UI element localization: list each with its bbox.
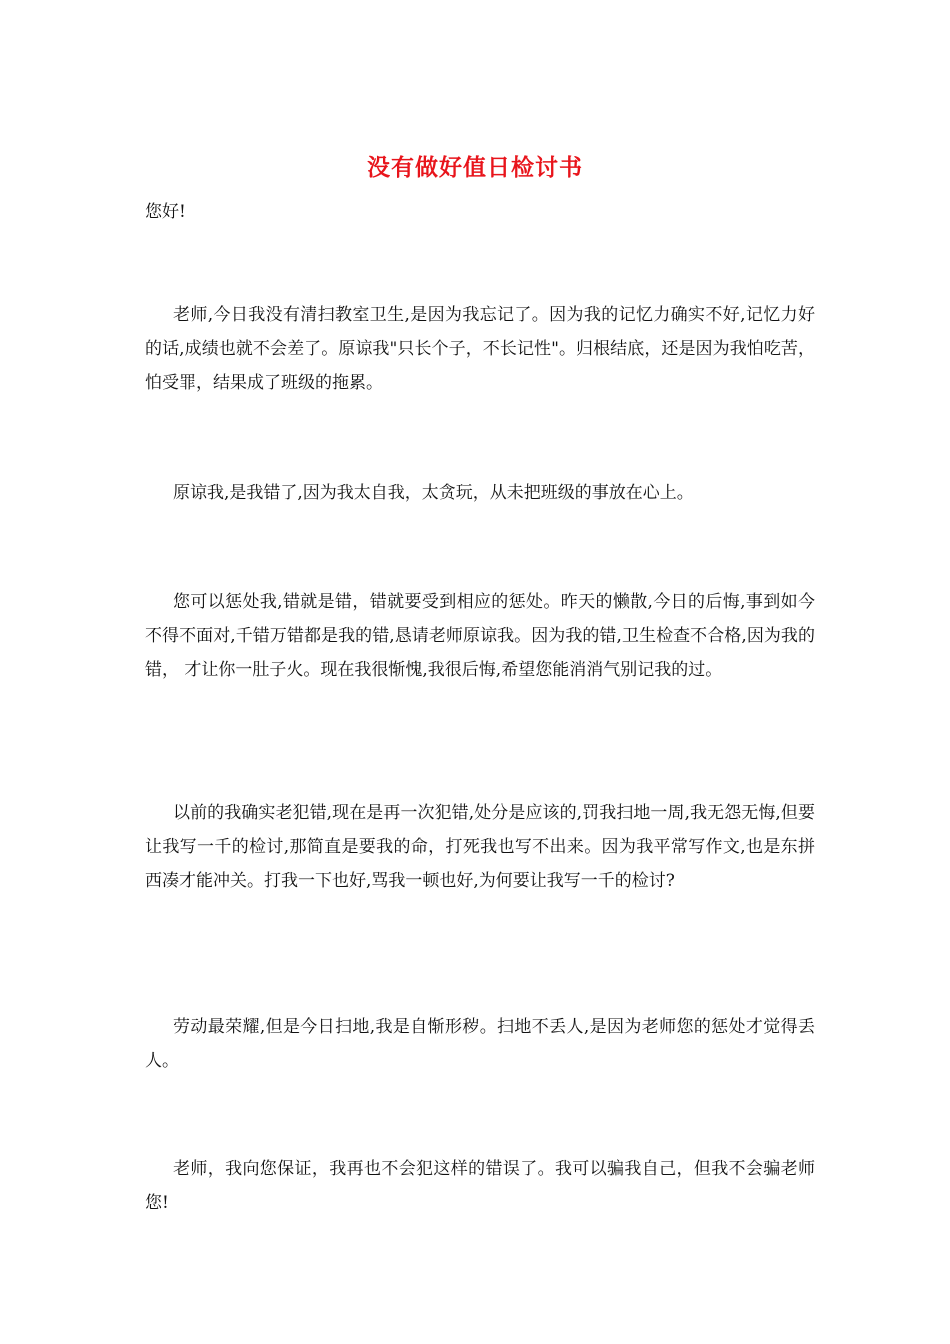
paragraph-6: 老师，我向您保证，我再也不会犯这样的错误了。我可以骗我自己，但我不会骗老师您! [145, 1159, 815, 1213]
greeting: 您好! [145, 202, 186, 222]
paragraph-4: 以前的我确实老犯错,现在是再一次犯错,处分是应该的,罚我扫地一周,我无怨无悔,但要让我写一千的检讨,那简直是要我的命，打死我也写不出来。因为我平常写作文,也是东拼西凑才能冲关。打我一下也好,骂我一顿也好,为何要让我写一千的检讨? [145, 803, 815, 891]
paragraph-2: 原谅我,是我错了,因为我太自我，太贪玩，从未把班级的事放在心上。 [173, 483, 694, 503]
paragraph-5: 劳动最荣耀,但是今日扫地,我是自惭形秽。扫地不丢人,是因为老师您的惩处才觉得丢人。 [145, 1017, 815, 1071]
paragraph-3: 您可以惩处我,错就是错，错就要受到相应的惩处。昨天的懒散,今日的后悔,事到如今不得不面对,千错万错都是我的错,恳请老师原谅我。因为我的错,卫生检查不合格,因为我的错， 才让你一肚子火。现在我很惭愧,我很后悔,希望您能消消气别记我的过。 [145, 592, 815, 680]
document-title: 没有做好值日检讨书 [367, 154, 583, 181]
paragraph-1: 老师,今日我没有清扫教室卫生,是因为我忘记了。因为我的记忆力确实不好,记忆力好的话,成绩也就不会差了。原谅我"只长个子，不长记性"。归根结底，还是因为我怕吃苦，怕受罪，结果成了班级的拖累。 [145, 305, 815, 393]
